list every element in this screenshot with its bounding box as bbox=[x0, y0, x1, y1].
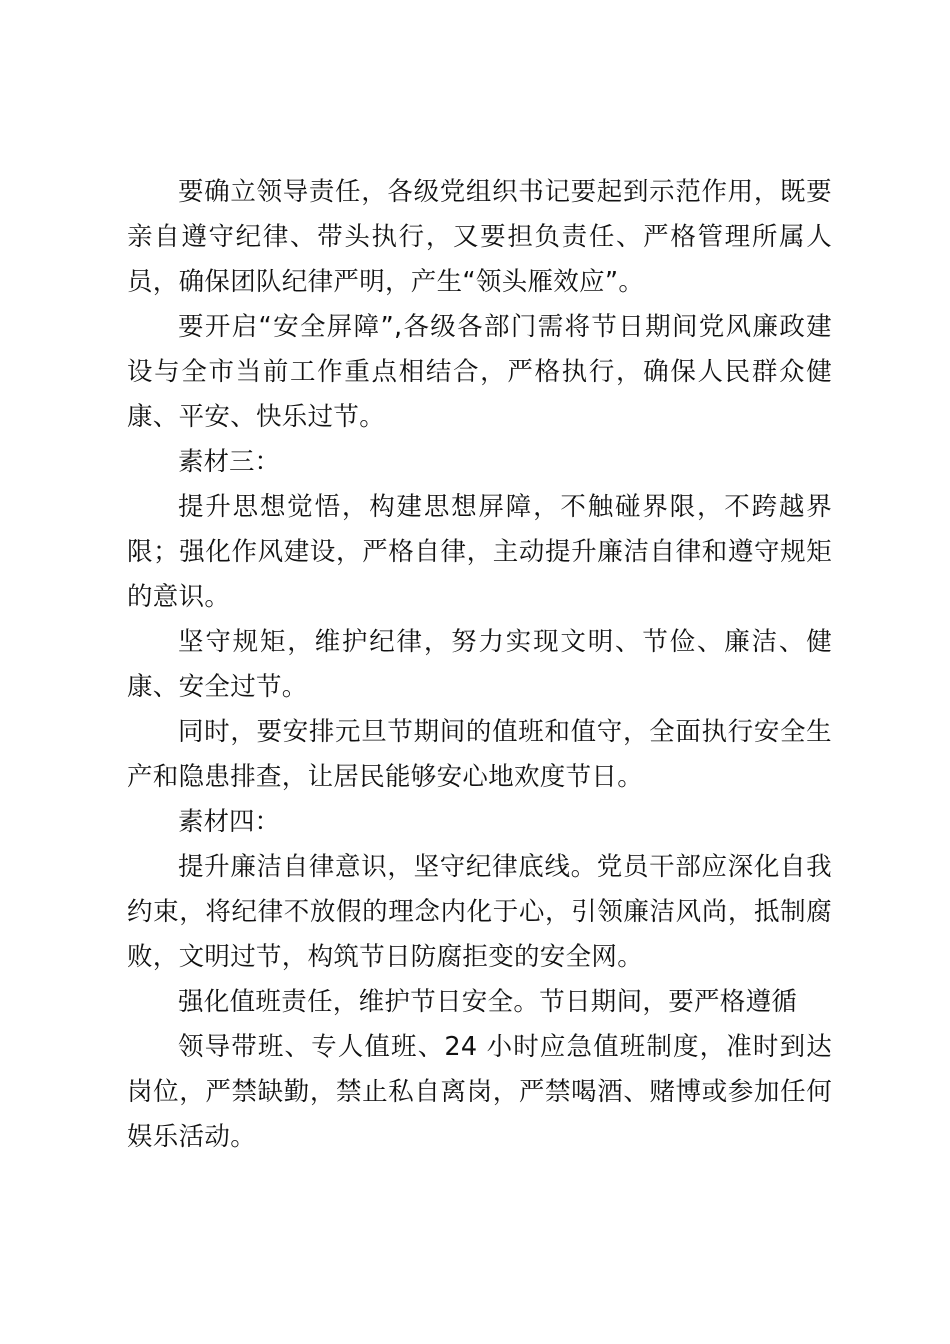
paragraph-leadership-responsibility: 要确立领导责任，各级党组织书记要起到示范作用，既要亲自遵守纪律、带头执行，又要担负责任、严格管理所属人员，确保团队纪律严明，产生“领头雁效应”。 bbox=[127, 177, 832, 297]
paragraph-discipline: 坚守规矩，维护纪律，努力实现文明、节俭、廉洁、健康、安全过节。 bbox=[127, 627, 832, 702]
paragraph-duty-rules: 领导带班、专人值班、24 小时应急值班制度，准时到达岗位，严禁缺勤，禁止私自离岗，严禁喝酒、赌博或参加任何娱乐活动。 bbox=[127, 1032, 832, 1152]
paragraph-integrity-self-discipline: 提升廉洁自律意识，坚守纪律底线。党员干部应深化自我约束，将纪律不放假的理念内化于心，引领廉洁风尚，抵制腐败，文明过节，构筑节日防腐拒变的安全网。 bbox=[127, 852, 832, 972]
section-heading-material-three: 素材三： bbox=[178, 447, 281, 477]
section-heading-material-four: 素材四： bbox=[178, 807, 281, 837]
paragraph-ideological-awareness: 提升思想觉悟，构建思想屏障，不触碰界限，不跨越界限；强化作风建设，严格自律，主动提升廉洁自律和遵守规矩的意识。 bbox=[127, 492, 832, 612]
paragraph-duty-responsibility: 强化值班责任，维护节日安全。节日期间，要严格遵循 bbox=[178, 987, 798, 1017]
paragraph-safety-barrier: 要开启“安全屏障”,各级各部门需将节日期间党风廉政建设与全市当前工作重点相结合，严格执行，确保人民群众健康、平安、快乐过节。 bbox=[127, 312, 832, 432]
document-body bbox=[127, 170, 832, 1160]
paragraph-duty-arrangement: 同时，要安排元旦节期间的值班和值守，全面执行安全生产和隐患排查，让居民能够安心地欢度节日。 bbox=[127, 717, 832, 792]
